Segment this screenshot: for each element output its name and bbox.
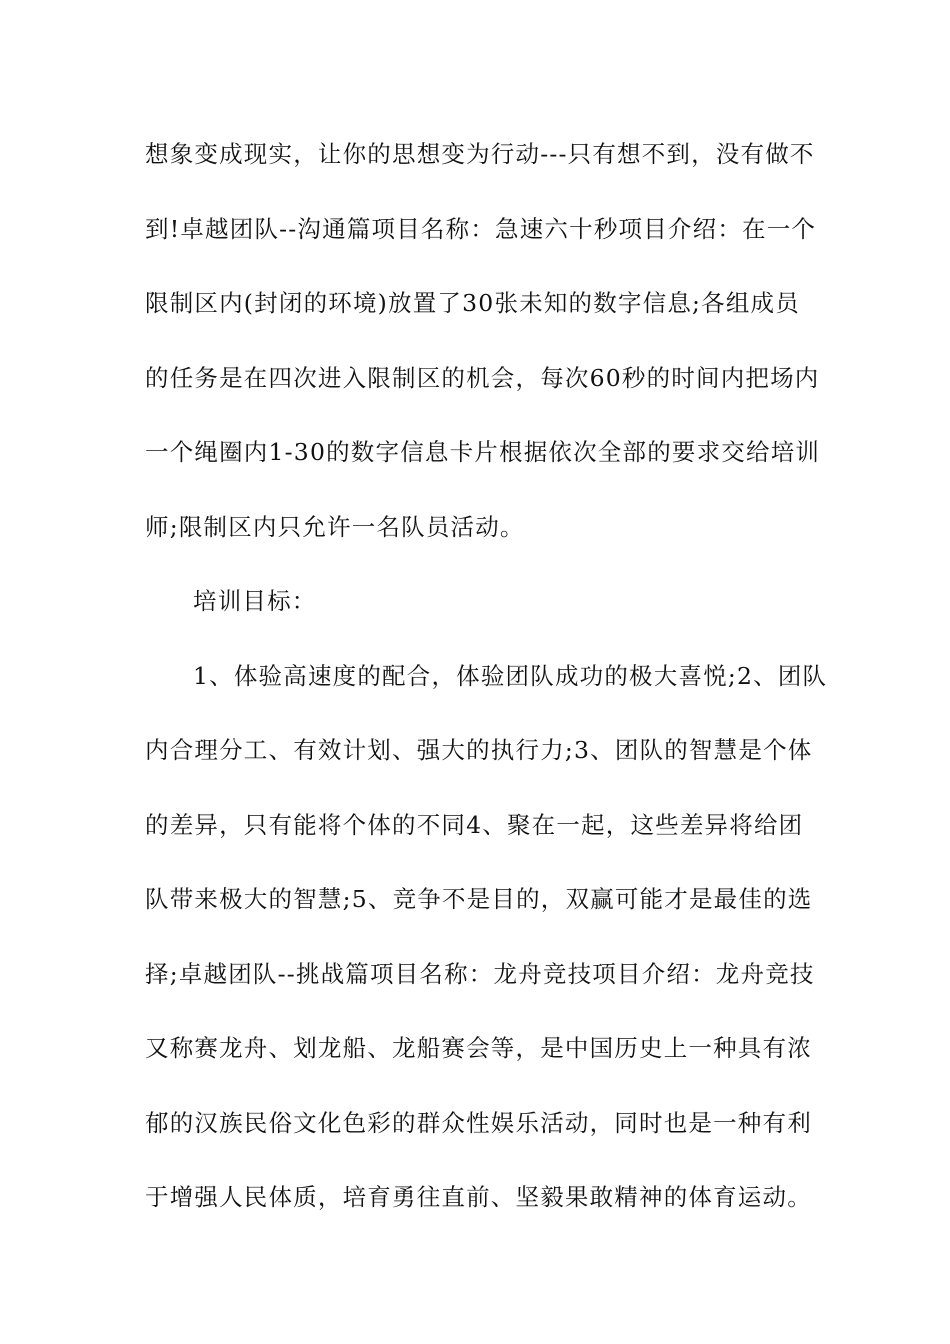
text-line: 于增强人民体质，培育勇往直前、坚毅果敢精神的体育运动。: [145, 1183, 812, 1211]
text-line: 想象变成现实，让你的思想变为行动---只有想不到，没有做不: [145, 140, 815, 168]
text-line: 择;卓越团队--挑战篇项目名称：龙舟竞技项目介绍：龙舟竞技: [145, 959, 815, 988]
body-text: [145, 128, 828, 1246]
text-line: 1、体验高速度的配合，体验团队成功的极大喜悦;2、团队: [193, 661, 828, 690]
text-line: 队带来极大的智慧;5、竞争不是目的，双赢可能才是最佳的选: [145, 885, 813, 913]
text-line: 的任务是在四次进入限制区的机会，每次60秒的时间内把场内: [145, 363, 820, 392]
text-line: 内合理分工、有效计划、强大的执行力;3、团队的智慧是个体: [145, 736, 813, 764]
text-line: 师;限制区内只允许一名队员活动。: [145, 512, 525, 541]
text-line: 郁的汉族民俗文化色彩的群众性娱乐活动，同时也是一种有利: [145, 1108, 812, 1137]
text-line: 限制区内(封闭的环境)放置了30张未知的数字信息;各组成员: [145, 289, 800, 317]
section-heading: 培训目标：: [193, 587, 317, 615]
text-line: 的差异，只有能将个体的不同4、聚在一起，这些差异将给团: [145, 810, 804, 839]
text-line: 到!卓越团队--沟通篇项目名称：急速六十秒项目介绍：在一个: [145, 214, 817, 243]
text-line: 又称赛龙舟、划龙船、龙船赛会等，是中国历史上一种具有浓: [145, 1034, 812, 1062]
text-line: 一个绳圈内1-30的数字信息卡片根据依次全部的要求交给培训: [145, 438, 821, 466]
